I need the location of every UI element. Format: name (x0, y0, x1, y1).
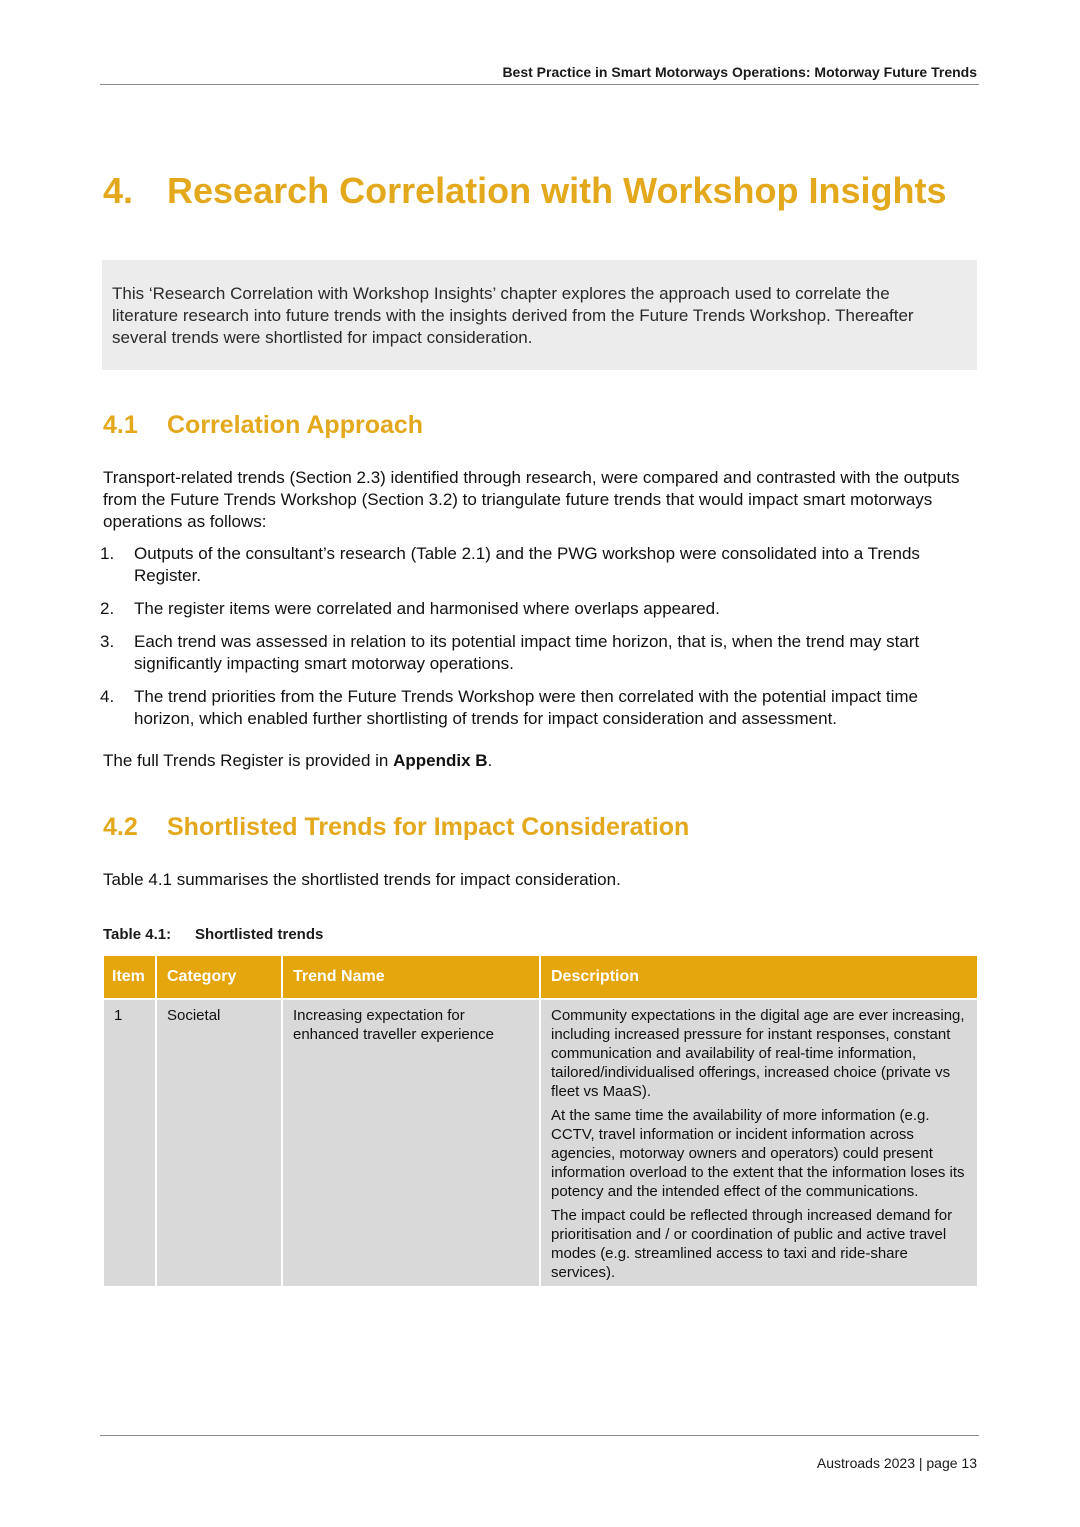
chapter-intro-text: This ‘Research Correlation with Workshop Insights’ chapter explores the approach used to correlate the literature research into future trends with the insights derived from the Future Trends Workshop. Thereafter several trends were shortlisted for impact consideration. (112, 284, 914, 347)
list-item-text: The register items were correlated and harmonised where overlaps appeared. (134, 599, 720, 618)
appendix-link-text: Appendix B (393, 751, 488, 770)
appendix-prefix: The full Trends Register is provided in (103, 751, 394, 770)
cell-trend-name: Increasing expectation for enhanced traveller experience (282, 999, 540, 1287)
section-number: 4.2 (103, 813, 138, 841)
cell-description (540, 999, 978, 1287)
table-caption-title: Shortlisted trends (195, 926, 324, 943)
list-item (100, 543, 980, 587)
running-header: Best Practice in Smart Motorways Operations: Motorway Future Trends (502, 64, 977, 80)
list-marker: 3. (100, 632, 115, 651)
description-paragraph: The impact could be reflected through increased demand for prioritisation and / or coordination of public and active travel modes (e.g. streamlined access to taxi and ride-share services). (551, 1207, 953, 1281)
section-heading-4-2 (103, 813, 689, 842)
table-caption (103, 926, 323, 943)
section-paragraph: Table 4.1 summarises the shortlisted trends for impact consideration. (103, 870, 621, 889)
header-divider (100, 84, 979, 85)
correlation-steps-list (100, 543, 980, 741)
appendix-reference (103, 750, 978, 772)
column-header-category: Category (156, 955, 282, 999)
description-paragraph: Community expectations in the digital age are ever increasing, including increased pressure for instant responses, constant communication and availability of real-time information, tailored/individualised offerings, increased choice (private vs fleet vs MaaS). (551, 1007, 965, 1100)
column-header-description: Description (540, 955, 978, 999)
table-header-row (103, 955, 978, 999)
column-header-item: Item (103, 955, 156, 999)
section-heading-4-1 (103, 411, 423, 440)
cell-category: Societal (156, 999, 282, 1287)
chapter-title-text: Research Correlation with Workshop Insights (167, 170, 947, 211)
list-item (100, 686, 980, 730)
section-paragraph: Transport-related trends (Section 2.3) identified through research, were compared and contrasted with the outputs from the Future Trends Workshop (Section 3.2) to triangulate future trends that would impact smart motorways operations as follows: (103, 468, 960, 531)
list-marker: 2. (100, 599, 115, 618)
list-marker: 4. (100, 687, 115, 706)
list-item-text: Each trend was assessed in relation to its potential impact time horizon, that is, when the trend may start significantly impacting smart motorway operations. (134, 632, 920, 673)
footer-divider (100, 1435, 979, 1436)
table-row (103, 999, 978, 1287)
chapter-number: 4. (103, 170, 134, 211)
section-title: Correlation Approach (167, 411, 424, 439)
column-header-trend-name: Trend Name (282, 955, 540, 999)
list-item-text: The trend priorities from the Future Trends Workshop were then correlated with the potential impact time horizon, which enabled further shortlisting of trends for impact consideration and assessment. (134, 687, 918, 728)
chapter-intro-box (102, 260, 977, 370)
appendix-suffix: . (487, 751, 493, 770)
list-item-text: Outputs of the consultant’s research (Table 2.1) and the PWG workshop were consolidated into a Trends Register. (134, 544, 920, 585)
table-caption-label: Table 4.1: (103, 926, 172, 943)
page-footer: Austroads 2023 | page 13 (816, 1455, 977, 1471)
list-item (100, 631, 980, 675)
list-marker: 1. (100, 544, 115, 563)
section-title: Shortlisted Trends for Impact Consideration (167, 813, 690, 841)
section-number: 4.1 (103, 411, 138, 439)
list-item (100, 598, 980, 620)
chapter-title (103, 170, 946, 212)
cell-item: 1 (103, 999, 156, 1287)
description-paragraph: At the same time the availability of more information (e.g. CCTV, travel information or incident information across agencies, motorway owners and operators) could present information overload to the extent that the information loses its potency and the intended effect of the communications. (551, 1107, 965, 1200)
shortlisted-trends-table (102, 954, 979, 1288)
